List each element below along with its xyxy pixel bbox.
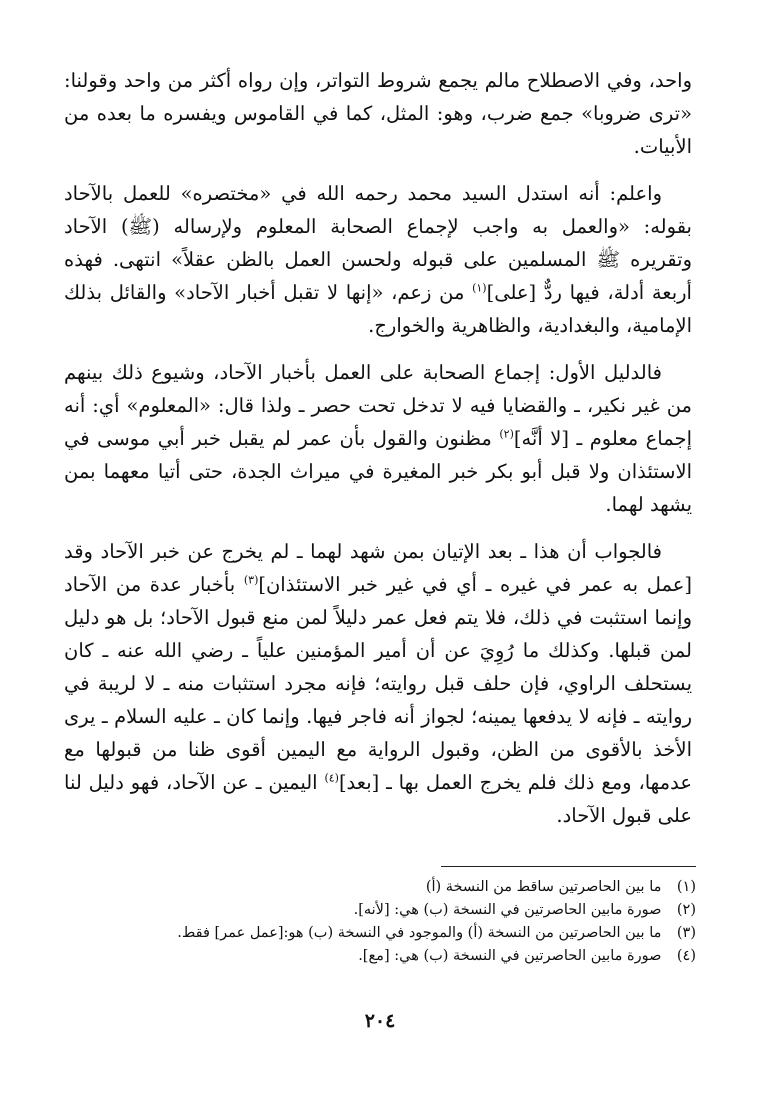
paragraph-3-tail: مظنون والقول بأن عمر لم يقبل خبر أبي موسى في الاستئذان ولا قبل أبو بكر خبر المغيرة في ميراث الجدة، حتى أتيا معهما بمن يشهد لهما. xyxy=(64,427,692,516)
paragraph-4-tail: بأخبار عدة من الآحاد وإنما استثبت في ذلك، فلا يتم فعل عمر دليلاً لمن منع قبول الآحاد؛ بل هو دليل لمن قبلها. وكذلك ما رُوِيَ عن أن أمير المؤمنين علياً ـ رضي الله عنه ـ كان يستحلف الراوي، فإن حلف قبل روايته؛ فإنه مجرد استثبات منه ـ لا لريبة في روايته ـ فإنه لا يدفعها يمينه؛ لجواز أنه فاجر فيها. وإنما كان ـ عليه السلام ـ يرى الأخذ بالأقوى من الظن، وقبول الرواية مع اليمين أقوى ظنا من قبولها مع عدمها، ومع ذلك فلم يخرج العمل بها ـ [بعد] xyxy=(64,573,692,794)
footnote-ref-2: (٢) xyxy=(499,427,514,441)
footnote-4 xyxy=(68,945,696,968)
paragraph-4 xyxy=(64,535,692,832)
paragraph-4-end: اليمين ـ عن الآحاد، فهو دليل لنا على قبول الآحاد. xyxy=(64,771,692,827)
footnote-ref-1: (١) xyxy=(472,281,487,295)
paragraph-4-text: فالجواب أن هذا ـ بعد الإتيان بمن شهد لهما ـ لم يخرج عن خبر الآحاد وقد [عمل به عمر في غيره ـ أي في غير خبر الاستئذان] xyxy=(64,540,692,596)
footnote-text: صورة مابين الحاصرتين في النسخة (ب) هي: [مع]. xyxy=(358,948,662,964)
footnote-text: ما بين الحاصرتين من النسخة (أ) والموجود في النسخة (ب) هو:[عمل عمر] فقط. xyxy=(177,925,662,941)
footnote-2 xyxy=(68,899,696,922)
paragraph-1-text: واحد، وفي الاصطلاح مالم يجمع شروط التواتر، وإن رواه أكثر من واحد وقولنا: «ترى ضروبا» جمع ضرب، وهو: المثل، كما في القاموس ويفسره ما بعده من الأبيات. xyxy=(64,69,692,158)
page-body xyxy=(64,64,692,846)
paragraph-3-text: فالدليل الأول: إجماع الصحابة على العمل بأخبار الآحاد، وشيوع ذلك بينهم من غير نكير، ـ والقضايا فيه لا تدخل تحت حصر ـ ولذا قال: «المعلوم» أي: أنه إجماع معلوم ـ [لا أنَّه] xyxy=(64,361,692,450)
paragraph-2 xyxy=(64,177,692,342)
footnote-number: (١) xyxy=(676,879,696,895)
paragraph-2-tail: من زعم، «إنها لا تقبل أخبار الآحاد» والقائل بذلك الإمامية، والبغدادية، والظاهرية والخوارج. xyxy=(64,281,692,337)
paragraph-2-text: واعلم: أنه استدل السيد محمد رحمه الله في «مختصره» للعمل بالآحاد بقوله: «والعمل به واجب لإجماع الصحابة المعلوم ولإرساله (ﷺ) الآحاد وتقريره ﷺ المسلمين على قبوله ولحسن العمل بالظن عقلاً» انتهى. فهذه أربعة أدلة، فيها ردٌّ [على] xyxy=(64,182,692,304)
footnote-ref-3: (٣) xyxy=(243,573,259,587)
page-number: ٢٠٤ xyxy=(364,1010,396,1032)
footnote-separator xyxy=(441,866,696,867)
footnote-1 xyxy=(68,876,696,899)
footnote-text: ما بين الحاصرتين ساقط من النسخة (أ) xyxy=(425,879,662,895)
footnotes xyxy=(68,876,696,968)
footnote-ref-4: (٤) xyxy=(324,771,339,785)
footnote-text: صورة مابين الحاصرتين في النسخة (ب) هي: [لأنه]. xyxy=(353,902,662,918)
paragraph-3 xyxy=(64,356,692,521)
paragraph-1 xyxy=(64,64,692,163)
footnote-number: (٤) xyxy=(676,948,696,964)
footnote-number: (٢) xyxy=(676,902,696,918)
footnote-3 xyxy=(68,922,696,945)
footnote-number: (٣) xyxy=(676,925,696,941)
